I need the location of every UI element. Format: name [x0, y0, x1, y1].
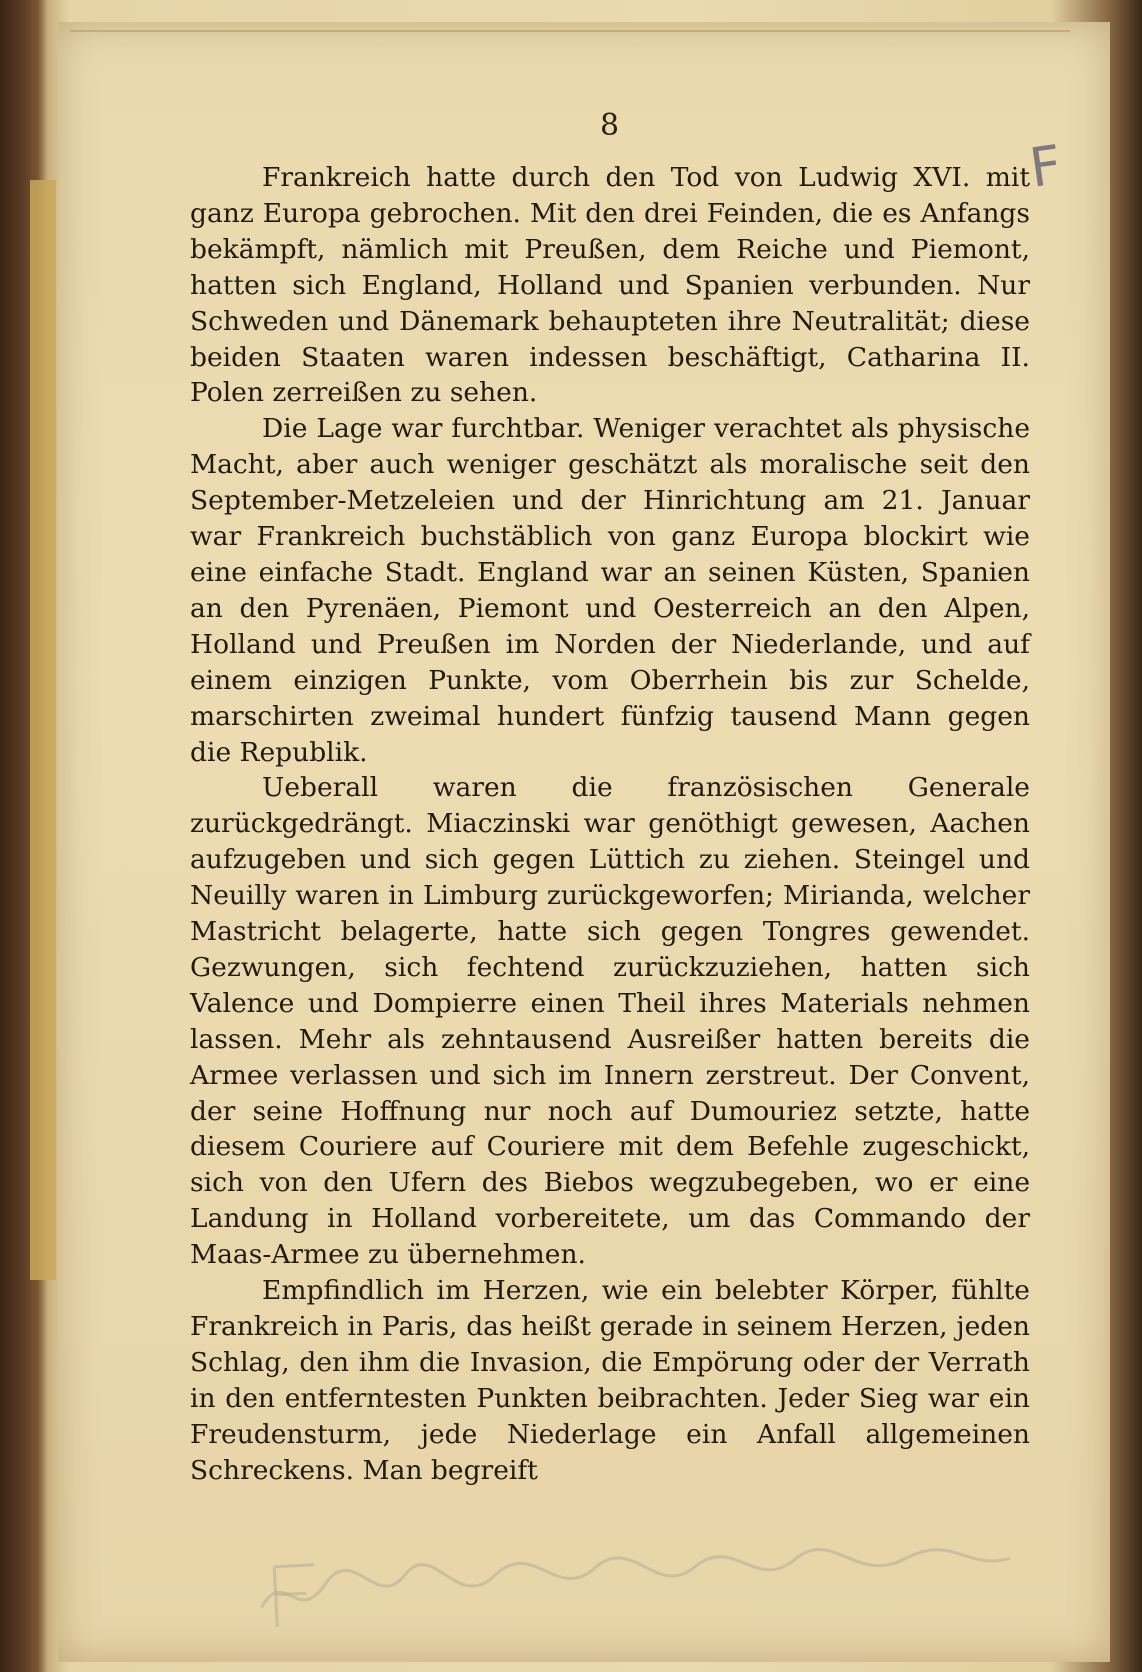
paragraph: Empfindlich im Herzen, wie ein belebter Körper, fühlte Frankreich in Paris, das heißt gerade in seinem Herzen, jeden Schlag, den ihm die Invasion, die Empörung oder der Verrath in den entferntesten Punkten beibrachten. Jeder Sieg war ein Freudensturm, jede Niederlage ein Anfall allgemeinen Schreckens. Man begreift — [190, 1275, 1030, 1486]
spine-binding-strip — [30, 180, 56, 1280]
paragraph: Ueberall waren die französischen Generale zurückgedrängt. Miaczinski war genöthigt gewesen, Aachen aufzugeben und sich gegen Lüttich zu ziehen. Steingel und Neuilly waren in Limburg zurückgeworfen; Mirianda, welcher Mastricht belagerte, hatte sich gegen Tongres gewendet. Gezwungen, sich fechtend zurückzuziehen, hatten sich Valence und Dompierre einen Theil ihres Materials nehmen lassen. Mehr als zehntausend Ausreißer hatten bereits die Armee verlassen und sich im Innern zerstreut. Der Convent, der seine Hoffnung nur noch auf Dumouriez setzte, hatte diesem Couriere auf Couriere mit dem Befehle zugeschickt, sich von den Ufern des Biebos wegzubegeben, wo er eine Landung in Holland vorbereitete, um das Commando der Maas-Armee zu übernehmen. — [190, 772, 1030, 1271]
paragraph: Die Lage war furchtbar. Weniger verachtet als physische Macht, aber auch weniger geschätzt als moralische seit den September-Metzeleien und der Hinrichtung am 21. Januar war Frankreich buchstäblich von ganz Europa blockirt wie eine einfache Stadt. England war an seinen Küsten, Spanien an den Pyrenäen, Piemont und Oesterreich an den Alpen, Holland und Preußen im Norden der Niederlande, und auf einem einzigen Punkte, vom Oberrhein bis zur Schelde, marschirten zweimal hundert fünfzig tausend Mann gegen die Republik. — [190, 413, 1030, 768]
top-page-edge — [70, 30, 1070, 32]
page-number: 8 — [600, 108, 620, 143]
paragraph: Frankreich hatte durch den Tod von Ludwig XVI. mit ganz Europa gebrochen. Mit den drei Feinden, die es Anfangs bekämpft, nämlich mit Preußen, dem Reiche und Piemont, hatten sich England, Holland und Spanien verbunden. Nur Schweden und Dänemark behaupteten ihre Neutralität; diese beiden Staaten waren indessen beschäftigt, Catharina II. Polen zerreißen zu sehen. — [190, 162, 1030, 409]
body-text — [190, 160, 1030, 1489]
margin-pencil-mark: F — [1025, 133, 1066, 200]
